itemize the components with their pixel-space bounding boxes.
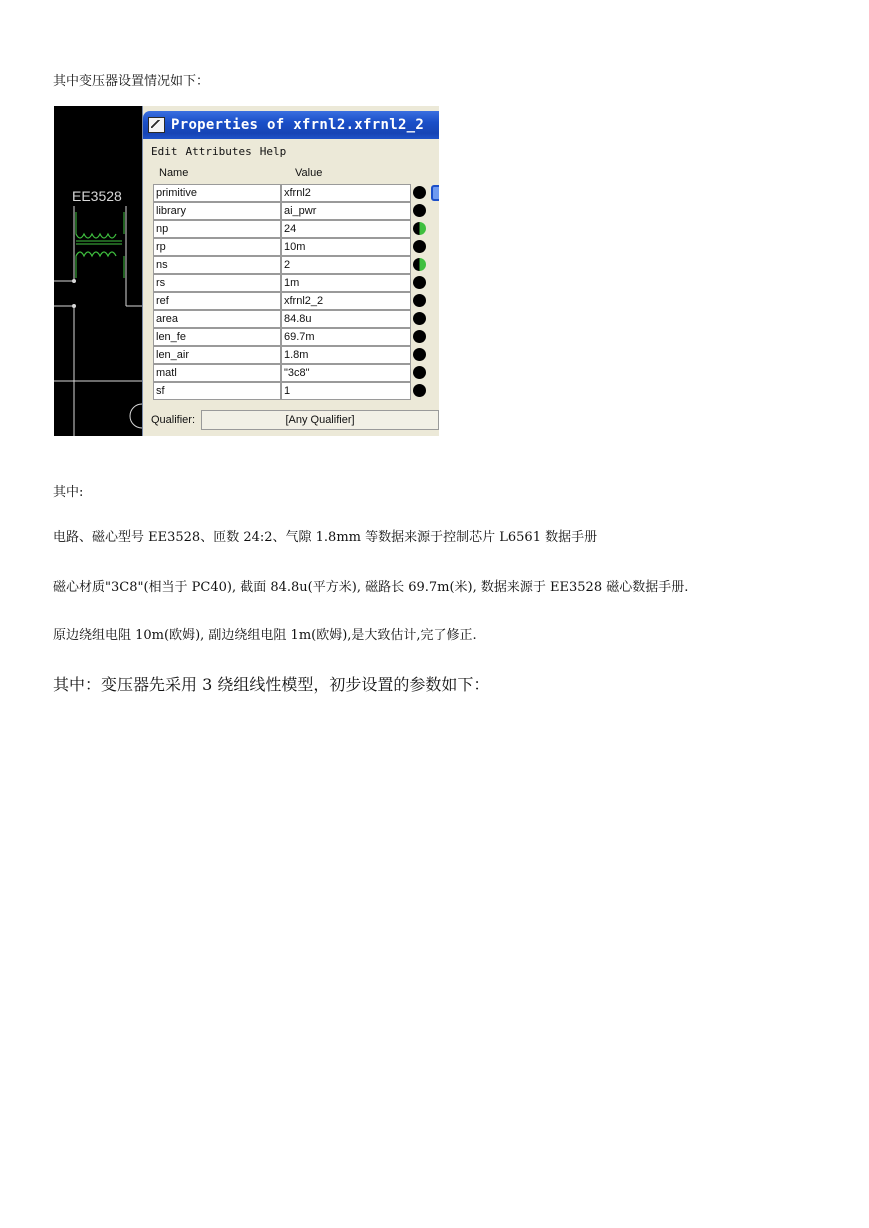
property-name: library <box>153 202 281 220</box>
visibility-toggle-icon[interactable] <box>413 384 426 397</box>
property-value-field[interactable]: xfrnl2 <box>281 184 411 202</box>
property-row[interactable] <box>153 238 439 256</box>
visibility-toggle-icon[interactable] <box>413 258 426 271</box>
schematic-canvas <box>54 106 142 436</box>
column-header-name[interactable]: Name <box>159 167 189 179</box>
property-name: rp <box>153 238 281 256</box>
property-row[interactable] <box>153 202 439 220</box>
property-name: rs <box>153 274 281 292</box>
property-name: matl <box>153 364 281 382</box>
source-symbol <box>130 404 142 428</box>
property-row[interactable] <box>153 364 439 382</box>
property-value-field[interactable]: 10m <box>281 238 411 256</box>
property-value-field[interactable]: 1 <box>281 382 411 400</box>
menu-attributes[interactable]: Attributes <box>185 144 252 158</box>
property-name: area <box>153 310 281 328</box>
para-1: 电路、磁心型号 EE3528、匝数 24:2、气隙 1.8mm 等数据来源于控制芯片 L6561 数据手册 <box>53 530 598 545</box>
column-header-value[interactable]: Value <box>295 167 323 179</box>
property-value-field[interactable]: 24 <box>281 220 411 238</box>
menu-bar <box>143 142 286 160</box>
qualifier-select[interactable]: [Any Qualifier] <box>201 410 439 430</box>
property-value-field[interactable]: 1.8m <box>281 346 411 364</box>
property-value-field[interactable]: ai_pwr <box>281 202 411 220</box>
visibility-toggle-icon[interactable] <box>413 366 426 379</box>
window-title: Properties of xfrnl2.xfrnl2_2 <box>171 117 425 133</box>
property-row[interactable] <box>153 310 439 328</box>
property-name: len_air <box>153 346 281 364</box>
para-4: 其中：变压器先采用 3 绕组线性模型，初步设置的参数如下： <box>53 675 490 694</box>
property-value-field[interactable]: 2 <box>281 256 411 274</box>
menu-help[interactable]: Help <box>259 144 287 158</box>
junction-dot <box>72 304 76 308</box>
property-grid <box>153 184 439 400</box>
visibility-toggle-icon[interactable] <box>413 204 426 217</box>
property-row[interactable] <box>153 184 439 202</box>
visibility-toggle-icon[interactable] <box>413 312 426 325</box>
property-value-field[interactable]: "3c8" <box>281 364 411 382</box>
property-value-field[interactable]: 84.8u <box>281 310 411 328</box>
visibility-toggle-icon[interactable] <box>413 348 426 361</box>
visibility-toggle-icon[interactable] <box>413 276 426 289</box>
screenshot-figure <box>54 106 439 436</box>
property-name: ref <box>153 292 281 310</box>
property-row[interactable] <box>153 328 439 346</box>
property-row[interactable] <box>153 256 439 274</box>
property-name: ns <box>153 256 281 274</box>
qualifier-bar <box>143 408 439 434</box>
window-titlebar[interactable] <box>143 111 439 139</box>
visibility-toggle-icon[interactable] <box>413 240 426 253</box>
property-row[interactable] <box>153 274 439 292</box>
visibility-toggle-icon[interactable] <box>413 222 426 235</box>
property-row[interactable] <box>153 382 439 400</box>
properties-window <box>142 106 439 436</box>
visibility-toggle-icon[interactable] <box>413 186 426 199</box>
para-2: 磁心材质"3C8"(相当于 PC40), 截面 84.8u(平方米), 磁路长 69.7m(米), 数据来源于 EE3528 磁心数据手册. <box>53 580 689 595</box>
junction-dot <box>72 279 76 283</box>
grid-header <box>153 167 423 183</box>
property-name: primitive <box>153 184 281 202</box>
property-name: np <box>153 220 281 238</box>
primary-coil <box>76 234 116 238</box>
lock-icon[interactable] <box>431 185 439 201</box>
intro-text: 其中变压器设置情况如下： <box>53 74 210 89</box>
para-heading: 其中: <box>53 485 84 500</box>
qualifier-label: Qualifier: <box>151 414 196 426</box>
property-name: sf <box>153 382 281 400</box>
property-value-field[interactable]: 1m <box>281 274 411 292</box>
visibility-toggle-icon[interactable] <box>413 294 426 307</box>
property-name: len_fe <box>153 328 281 346</box>
property-value-field[interactable]: xfrnl2_2 <box>281 292 411 310</box>
secondary-coil <box>76 252 116 256</box>
menu-edit[interactable]: Edit <box>151 144 178 158</box>
app-icon <box>148 117 165 133</box>
property-value-field[interactable]: 69.7m <box>281 328 411 346</box>
property-row[interactable] <box>153 220 439 238</box>
visibility-toggle-icon[interactable] <box>413 330 426 343</box>
property-row[interactable] <box>153 346 439 364</box>
para-3: 原边绕组电阻 10m(欧姆), 副边绕组电阻 1m(欧姆),是大致估计,完了修正. <box>53 628 477 643</box>
part-label: EE3528 <box>72 188 122 204</box>
property-row[interactable] <box>153 292 439 310</box>
